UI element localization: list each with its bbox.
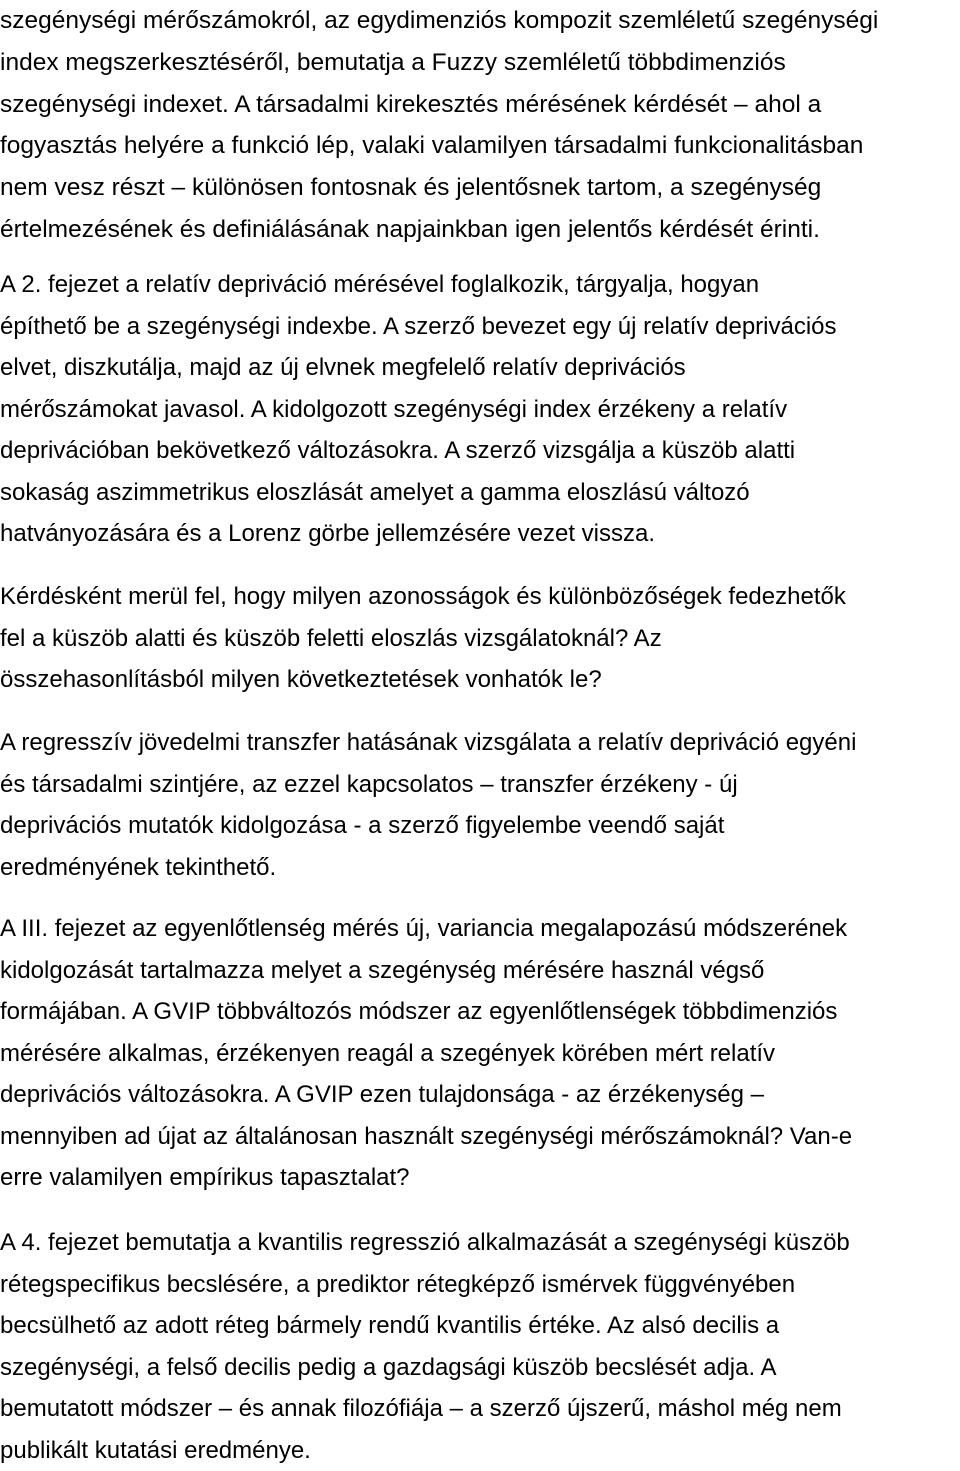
text-line: A 4. fejezet bemutatja a kvantilis regresszió alkalmazását a szegénységi küszöb <box>0 1222 850 1264</box>
text-line: deprivációs változásokra. A GVIP ezen tulajdonsága - az érzékenység – <box>0 1074 852 1116</box>
text-line: Kérdésként merül fel, hogy milyen azonosságok és különbözőségek fedezhetők <box>0 576 846 618</box>
text-line: elvet, diszkutálja, majd az új elvnek megfelelő relatív deprivációs <box>0 347 837 389</box>
text-line: publikált kutatási eredménye. <box>0 1430 850 1471</box>
text-line: fel a küszöb alatti és küszöb feletti eloszlás vizsgálatoknál? Az <box>0 618 846 660</box>
text-line: és társadalmi szintjére, az ezzel kapcsolatos – transzfer érzékeny - új <box>0 764 856 806</box>
paragraph-5 <box>0 908 852 1199</box>
text-line: építhető be a szegénységi indexbe. A szerző bevezet egy új relatív deprivációs <box>0 306 837 348</box>
paragraph-4 <box>0 722 856 888</box>
text-line: rétegspecifikus becslésére, a prediktor rétegképző ismérvek függvényében <box>0 1264 850 1306</box>
paragraph-1 <box>0 0 878 251</box>
text-line: fogyasztás helyére a funkció lép, valaki valamilyen társadalmi funkcionalitásban <box>0 125 878 167</box>
text-line: index megszerkesztéséről, bemutatja a Fuzzy szemléletű többdimenziós <box>0 42 878 84</box>
text-line: mérésére alkalmas, érzékenyen reagál a szegények körében mért relatív <box>0 1033 852 1075</box>
text-line: mérőszámokat javasol. A kidolgozott szegénységi index érzékeny a relatív <box>0 389 837 431</box>
text-line: összehasonlításból milyen következtetések vonhatók le? <box>0 659 846 701</box>
text-line: A 2. fejezet a relatív depriváció mérésével foglalkozik, tárgyalja, hogyan <box>0 264 837 306</box>
text-line: mennyiben ad újat az általánosan használt szegénységi mérőszámoknál? Van-e <box>0 1116 852 1158</box>
text-line: szegénységi mérőszámokról, az egydimenziós kompozit szemléletű szegénységi <box>0 0 878 42</box>
text-line: formájában. A GVIP többváltozós módszer az egyenlőtlenségek többdimenziós <box>0 991 852 1033</box>
text-line: A III. fejezet az egyenlőtlenség mérés új, variancia megalapozású módszerének <box>0 908 852 950</box>
text-line: eredményének tekinthető. <box>0 847 856 889</box>
text-line: bemutatott módszer – és annak filozófiája – a szerző újszerű, máshol még nem <box>0 1388 850 1430</box>
text-line: A regresszív jövedelmi transzfer hatásának vizsgálata a relatív depriváció egyéni <box>0 722 856 764</box>
text-line: deprivációban bekövetkező változásokra. A szerző vizsgálja a küszöb alatti <box>0 430 837 472</box>
text-line: becsülhető az adott réteg bármely rendű kvantilis értéke. Az alsó decilis a <box>0 1305 850 1347</box>
text-line: hatványozására és a Lorenz görbe jellemzésére vezet vissza. <box>0 513 837 555</box>
text-line: erre valamilyen empírikus tapasztalat? <box>0 1157 852 1199</box>
text-line: nem vesz részt – különösen fontosnak és jelentősnek tartom, a szegénység <box>0 167 878 209</box>
text-line: értelmezésének és definiálásának napjainkban igen jelentős kérdését érinti. <box>0 209 878 251</box>
paragraph-2 <box>0 264 837 555</box>
text-line: sokaság aszimmetrikus eloszlását amelyet a gamma eloszlású változó <box>0 472 837 514</box>
text-line: szegénységi, a felső decilis pedig a gazdagsági küszöb becslését adja. A <box>0 1347 850 1389</box>
text-line: kidolgozását tartalmazza melyet a szegénység mérésére használ végső <box>0 950 852 992</box>
text-line: szegénységi indexet. A társadalmi kirekesztés mérésének kérdését – ahol a <box>0 84 878 126</box>
paragraph-6 <box>0 1222 850 1471</box>
paragraph-3 <box>0 576 846 701</box>
text-line: deprivációs mutatók kidolgozása - a szerző figyelembe veendő saját <box>0 805 856 847</box>
